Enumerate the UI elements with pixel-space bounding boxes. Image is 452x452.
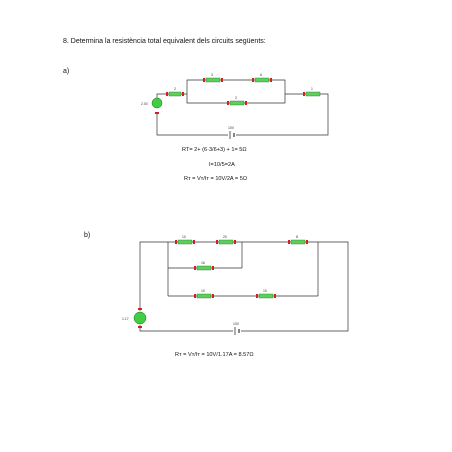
equation-a-1: RT= 2+ (6·3/6+3) + 1= 5Ω bbox=[182, 147, 247, 153]
svg-text:1: 1 bbox=[311, 87, 313, 91]
ammeter-a-value: 2.00 bbox=[141, 102, 148, 106]
equation-a-3: Rт = Vт/Iт = 10V/2A = 5Ω bbox=[184, 176, 248, 182]
resistor-a-5 bbox=[306, 87, 320, 96]
svg-text:3: 3 bbox=[211, 73, 213, 77]
resistor-b-2 bbox=[219, 235, 233, 244]
battery-a-label: 10V bbox=[228, 126, 235, 130]
resistor-b-6 bbox=[259, 289, 273, 298]
resistor-b-4 bbox=[197, 261, 211, 270]
svg-text:16: 16 bbox=[201, 261, 205, 265]
resistor-a-2 bbox=[206, 73, 220, 82]
battery-a-icon bbox=[228, 131, 236, 139]
svg-text:6: 6 bbox=[260, 73, 262, 77]
circuit-b bbox=[122, 235, 348, 335]
resistor-b-3 bbox=[291, 235, 305, 244]
svg-text:2: 2 bbox=[235, 96, 237, 100]
ammeter-b-icon bbox=[134, 312, 146, 324]
circuit-a bbox=[141, 73, 328, 139]
svg-text:10: 10 bbox=[182, 235, 186, 239]
resistor-b-1 bbox=[178, 235, 192, 244]
exercise-title: 8. Determina la resistència total equivalent dels circuits següents: bbox=[63, 38, 266, 45]
part-b-label: b) bbox=[84, 232, 91, 239]
battery-b-label: 10V bbox=[233, 322, 240, 326]
ammeter-a-icon bbox=[152, 98, 162, 108]
svg-text:10: 10 bbox=[263, 289, 267, 293]
battery-b-icon bbox=[233, 327, 241, 335]
svg-text:10: 10 bbox=[201, 289, 205, 293]
resistor-a-1 bbox=[169, 87, 181, 96]
svg-text:8: 8 bbox=[296, 235, 298, 239]
part-a-label: a) bbox=[63, 68, 70, 75]
equation-b: Rт = Vт/Iт = 10V/1.17A = 8.57Ω bbox=[175, 352, 254, 358]
resistor-a-4 bbox=[230, 96, 244, 105]
resistor-a-3 bbox=[255, 73, 269, 82]
svg-text:20: 20 bbox=[223, 235, 227, 239]
equation-a-2: I=10/5=2A bbox=[209, 162, 235, 168]
ammeter-b-value: 1.17 bbox=[122, 317, 129, 321]
resistor-b-5 bbox=[197, 289, 211, 298]
svg-text:2: 2 bbox=[174, 87, 176, 91]
